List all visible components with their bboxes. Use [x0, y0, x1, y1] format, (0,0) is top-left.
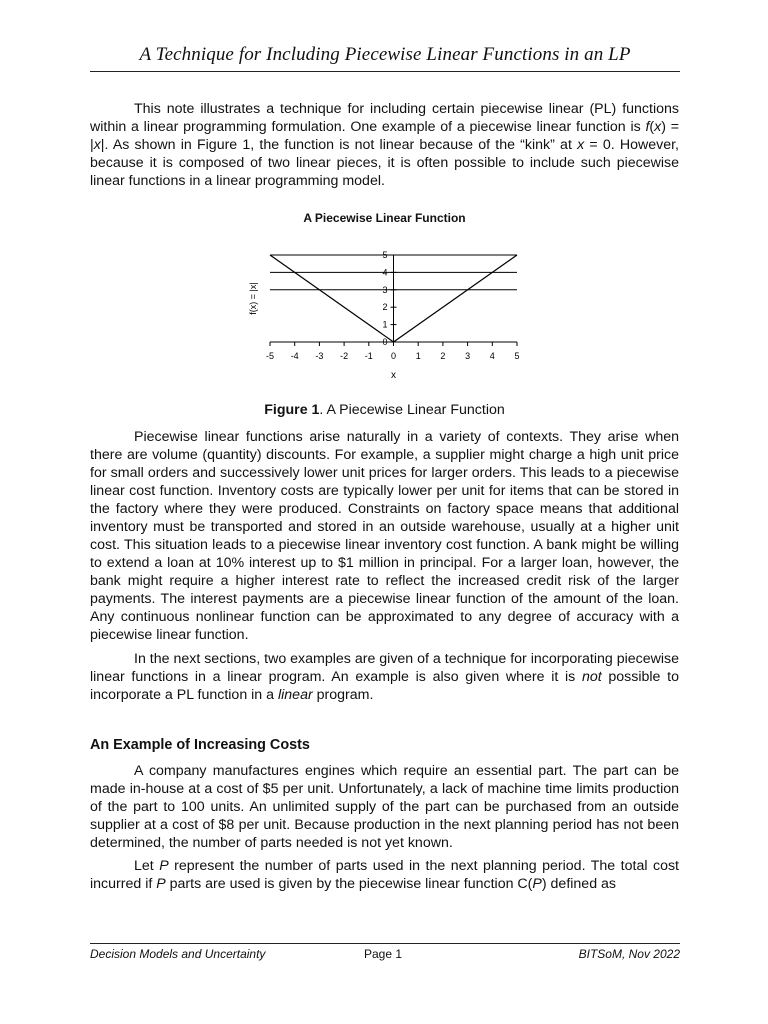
footer-rule: [90, 943, 680, 944]
x-tick-label-2: 2: [440, 351, 446, 361]
x-tick-label-5: 5: [514, 351, 520, 361]
section-heading: An Example of Increasing Costs: [90, 737, 310, 753]
y-tick-label-5: 5: [382, 250, 388, 260]
x-tick-label--4: -4: [290, 351, 299, 361]
intro-paragraph: This note illustrates a technique for including certain piecewise linear (PL) functions within a linear programming formulation. One example of a piecewise linear function is f(x) = |x|. As shown in Figure 1, the function is not linear because of the “kink” at x = 0. However, because it is composed of two linear pieces, it is often possible to include such piecewise linear functions in a linear programming model.: [90, 101, 679, 189]
y-tick-label-0: 0: [382, 337, 388, 347]
contexts-paragraph: Piecewise linear functions arise naturally in a variety of contexts. They arise when there are volume (quantity) discounts. For example, a supplier might charge a high unit price for small orders and successively lower unit prices for larger orders. This leads to a piecewise linear cost function. Inventory costs are typically lower per unit for items that can be stored in the factory where they were produced. Constraints on factory space means that additional inventory must be transported and stored in an outside warehouse, usually at a higher unit cost. This situation leads to a piecewise linear inventory cost function. A bank might be willing to extend a loan at 10% interest up to $1 million in principal. For a larger loan, however, the bank might require a higher interest rate to reflect the increased credit risk of the larger payments. The interest payments are a piecewise linear function of the amount of the loan. Any continuous nonlinear function can be approximated to any degree of accuracy with a piecewise linear function.: [90, 429, 679, 643]
x-axis-label: x: [391, 370, 396, 381]
figure-caption: Figure 1. A Piecewise Linear Function: [264, 402, 505, 418]
x-tick-label--1: -1: [364, 351, 373, 361]
y-tick-label-4: 4: [382, 267, 388, 278]
page-title: A Technique for Including Piecewise Linear Functions in an LP: [139, 44, 631, 65]
footer-page-number: Page 1: [364, 947, 403, 961]
header-rule: [90, 71, 680, 72]
footer-course: Decision Models and Uncertainty: [90, 947, 266, 961]
piecewise-linear-chart: [240, 240, 540, 390]
y-axis-label: f(x) = |x|: [248, 282, 258, 315]
x-tick-label--5: -5: [265, 351, 275, 361]
y-tick-label-1: 1: [382, 319, 388, 330]
y-tick-label-2: 2: [382, 302, 388, 313]
example-paragraph: A company manufactures engines which require an essential part. The part can be made in-house at a cost of $5 per unit. Unfortunately, a lack of machine time limits production of the part to 100 units. An unlimited supply of the part can be purchased from an outside supplier at a cost of $8 per unit. Because production in the next planning period has not been determined, the number of parts needed is not yet known.: [90, 763, 679, 851]
y-tick-label-3: 3: [382, 284, 388, 295]
x-tick-label--3: -3: [315, 351, 324, 361]
footer-institution-date: BITSoM, Nov 2022: [578, 947, 680, 961]
x-tick-label-4: 4: [489, 351, 495, 361]
let-p-paragraph: Let P represent the number of parts used in the next planning period. The total cost incurred if P parts are used is given by the piecewise linear function C(P) defined as: [90, 858, 679, 892]
next-sections-paragraph: In the next sections, two examples are given of a technique for incorporating piecewise linear functions in a linear program. An example is also given where it is not possible to incorporate a PL function in a linear program.: [90, 651, 679, 703]
x-tick-label-1: 1: [415, 351, 421, 361]
x-tick-label-0: 0: [390, 351, 397, 361]
x-tick-label-3: 3: [465, 351, 471, 361]
chart-title: A Piecewise Linear Function: [303, 211, 466, 225]
x-tick-label--2: -2: [340, 351, 349, 361]
